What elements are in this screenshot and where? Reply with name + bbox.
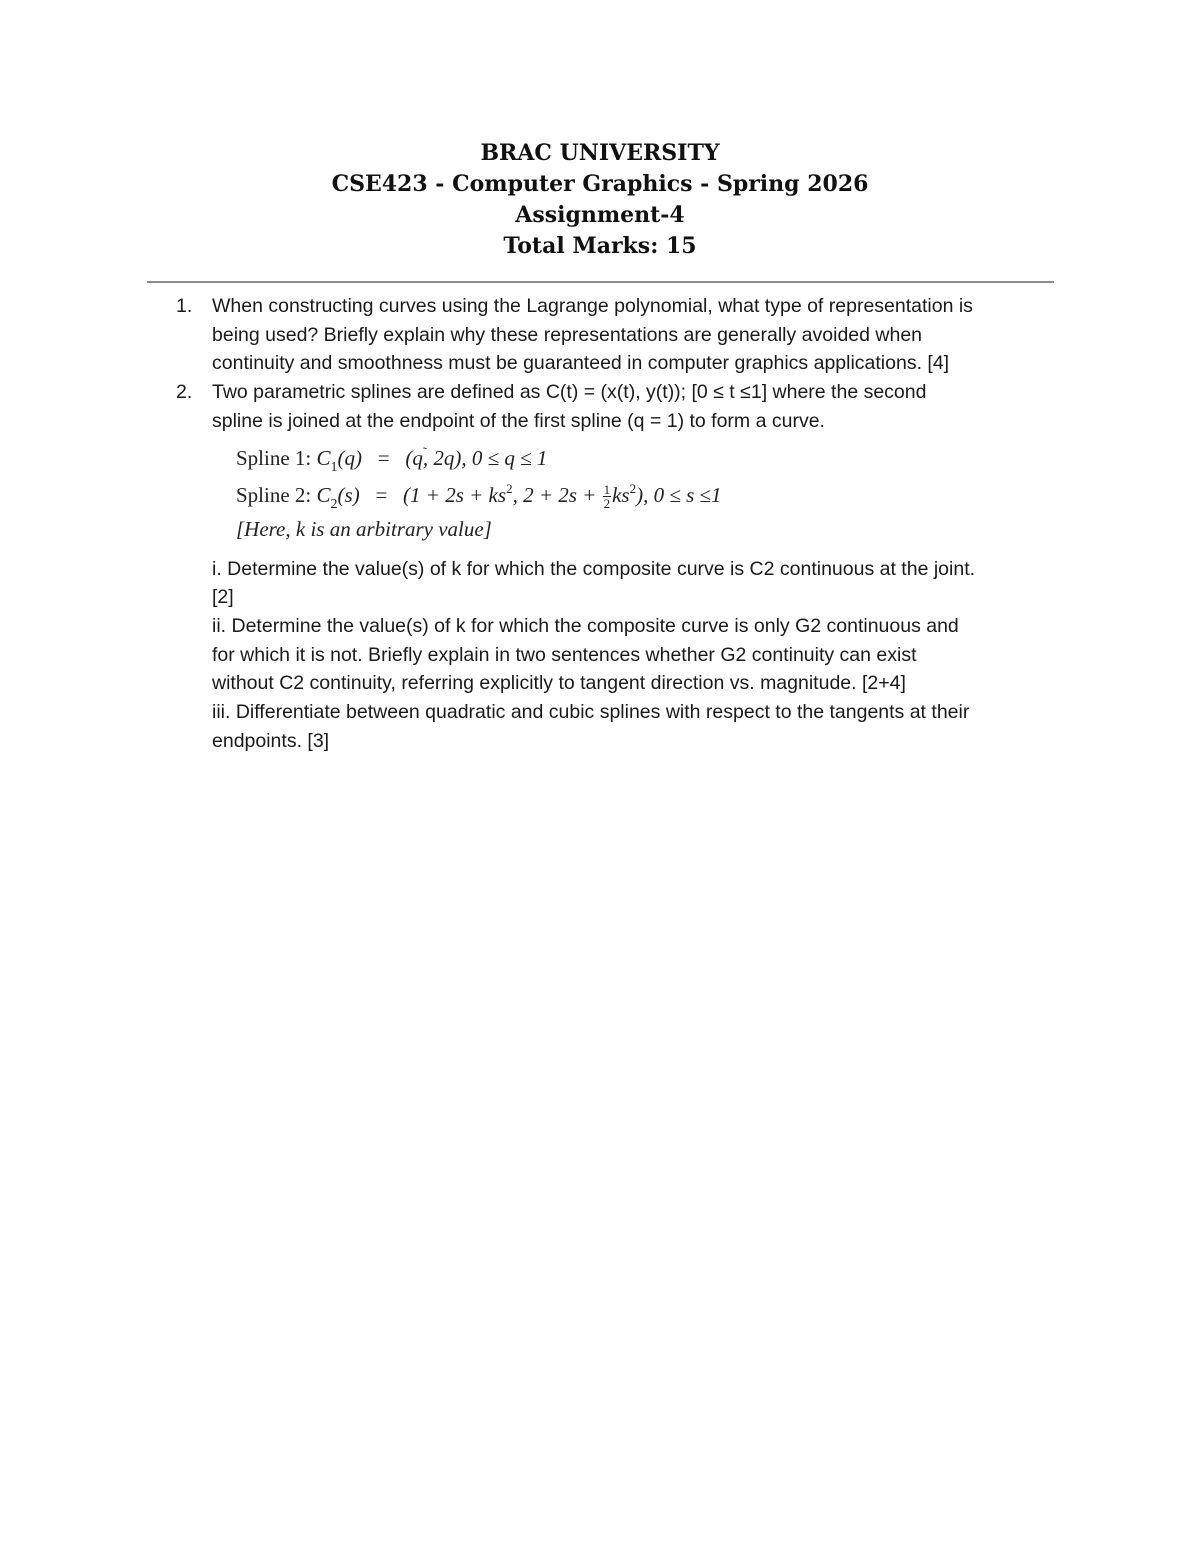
spline-1-eq: = [377, 445, 390, 470]
spline-2-part2: , 2 + 2s + [512, 482, 597, 507]
fraction-numerator: 1 [603, 482, 611, 498]
spline-2-part4: ), 0 ≤ s ≤1 [636, 482, 722, 507]
fraction-denominator: 2 [603, 496, 611, 512]
spline-1-open: (q [405, 445, 423, 470]
question-text-line: continuity and smoothness must be guaranteed in computer graphics applications. [4] [212, 352, 950, 375]
spline-1-equation [236, 440, 1200, 477]
question-1 [0, 292, 1200, 378]
spline-2-part3: ks [612, 482, 630, 507]
fraction-half [603, 483, 612, 510]
subquestion-i-line: i. Determine the value(s) of k for which the composite curve is C2 continuous at the joint. [212, 557, 976, 580]
question-number: 2. [176, 381, 193, 404]
question-list [0, 292, 1200, 755]
university-name: BRAC UNIVERSITY [480, 140, 720, 166]
spline-2-sub: 2 [330, 496, 338, 512]
spline-2-equation [236, 477, 1200, 514]
subquestion-ii-line: for which it is not. Briefly explain in two sentences whether G2 continuity can exist [212, 643, 917, 666]
total-marks: Total Marks: 15 [503, 233, 697, 259]
spline-1-sub: 1 [330, 459, 338, 475]
subquestion-iii-line: endpoints. [3] [212, 729, 330, 752]
subquestion-iii-line: iii. Differentiate between quadratic and cubic splines with respect to the tangents at their [212, 701, 970, 724]
question-2 [0, 378, 1200, 755]
question-text-line: When constructing curves using the Lagrange polynomial, what type of representation is [212, 295, 973, 317]
assignment-title: Assignment-4 [515, 202, 685, 228]
subquestion-i-line: [2] [212, 586, 234, 609]
spline-2-func: C [316, 482, 331, 507]
spline-2-eq: = [375, 482, 388, 507]
arbitrary-k-note: [Here, k is an arbitrary value] [236, 516, 492, 541]
header-divider [147, 281, 1054, 283]
document-header [0, 138, 1200, 262]
spline-1-label: Spline 1: [236, 445, 312, 470]
spline-equations [236, 440, 1200, 548]
question-text-line: spline is joined at the endpoint of the first spline (q = 1) to form a curve. [212, 409, 825, 432]
question-text-line: being used? Briefly explain why these representations are generally avoided when [212, 323, 923, 346]
spline-1-rest: , 2q), 0 ≤ q ≤ 1 [422, 445, 548, 470]
spline-2-label: Spline 2: [236, 482, 312, 507]
course-title: CSE423 - Computer Graphics - Spring 2026 [331, 171, 869, 197]
spline-2-exp1: 2 [506, 480, 513, 496]
subquestion-ii-line: ii. Determine the value(s) of k for which the composite curve is only G2 continuous and [212, 614, 959, 637]
spline-2-arg: (s) [337, 482, 360, 507]
spline-1-func: C [316, 445, 331, 470]
spline-2-exp2: 2 [629, 480, 637, 496]
question-text-line: Two parametric splines are defined as C(t) = (x(t), y(t)); [0 ≤ t ≤1] where the second [212, 381, 927, 404]
spline-1-arg: (q) [337, 445, 363, 470]
question-number: 1. [176, 295, 193, 317]
subquestion-ii-line: without C2 continuity, referring explicitly to tangent direction vs. magnitude. [2+4] [212, 672, 906, 695]
spline-2-part1: (1 + 2s + ks [403, 482, 507, 507]
